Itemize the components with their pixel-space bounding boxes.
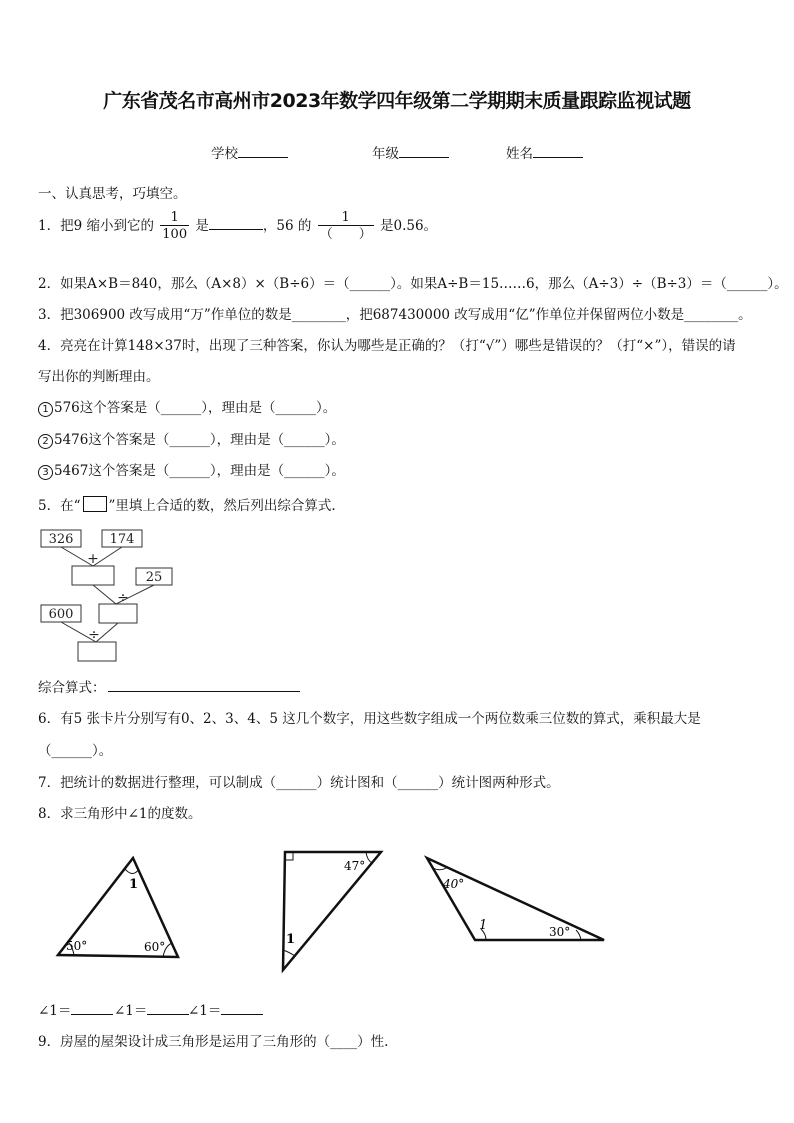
grade-field[interactable]	[372, 142, 449, 162]
school-field[interactable]	[211, 142, 288, 162]
q4-item-1	[38, 396, 336, 417]
question-4-line-1: 4．亮亮在计算148×37时，出现了三种答案，你认为哪些是正确的？（打“√”）哪些是错误的？（打“×”），错误的请	[38, 338, 736, 354]
q5-text-a: 5．在“	[38, 498, 81, 514]
q1-text-b: 是	[195, 218, 209, 234]
angle-label: 1	[129, 877, 139, 892]
q1-text-d: 是0.56。	[380, 218, 438, 234]
calculation-diagram	[36, 526, 186, 666]
number-174: 174	[109, 532, 135, 547]
q4-item-2	[38, 428, 345, 449]
angle-label: 30°	[549, 925, 571, 939]
section-heading: 一、认真思考，巧填空。	[38, 186, 187, 202]
angle-answer-2[interactable]	[114, 999, 189, 1019]
answer-box-2[interactable]	[99, 604, 137, 623]
question-6-line-1: 6．有5 张卡片分别写有0、2、3、4、5 这几个数字，用这些数字组成一个两位数乘三位数的算式，乘积最大是	[38, 711, 701, 727]
q4-item-text: 5476这个答案是（______），理由是（______）。	[54, 432, 345, 448]
answer-blank[interactable]	[209, 216, 263, 230]
triangle-1	[50, 850, 190, 965]
divide-sign: ÷	[117, 590, 129, 606]
question-4-line-2: 写出你的判断理由。	[38, 369, 160, 385]
question-6-line-2: （______）。	[38, 743, 113, 759]
number-600: 600	[48, 607, 74, 622]
question-7: 7．把统计的数据进行整理，可以制成（______）统计图和（______）统计图两种形式。	[38, 775, 560, 791]
angle-label: 1	[479, 918, 488, 933]
angle-answer-3[interactable]	[188, 999, 263, 1019]
question-3: 3．把306900 改写成用“万”作单位的数是________，把687430000 改写成用“亿”作单位并保留两位小数是________。	[38, 307, 752, 323]
fraction-2[interactable]: $\frac{1}{( )}$	[319, 210, 372, 242]
name-label: 姓名	[506, 146, 533, 162]
divide-sign: ÷	[88, 627, 100, 643]
triangle-3	[418, 850, 613, 950]
question-9: 9．房屋的屋架设计成三角形是运用了三角形的（____）性.	[38, 1034, 389, 1050]
angle-label: 50°	[66, 939, 88, 953]
angle-answer-label: ∠1＝	[114, 1003, 148, 1019]
question-5	[38, 494, 336, 514]
angle-label: 1	[286, 932, 296, 947]
number-25: 25	[145, 570, 163, 585]
question-8: 8．求三角形中∠1的度数。	[38, 806, 202, 822]
plus-sign: +	[87, 551, 99, 567]
triangle-2	[275, 846, 390, 976]
box-icon	[83, 496, 107, 512]
number-326: 326	[48, 532, 74, 547]
fraction-1: $\frac{1}{100}$	[162, 210, 188, 242]
angle-label: 47°	[344, 859, 366, 873]
answer-box-1[interactable]	[72, 566, 114, 585]
formula-row[interactable]	[38, 676, 300, 696]
answer-box-3[interactable]	[78, 642, 116, 661]
q1-text-c: ，56 的	[262, 218, 312, 234]
angle-answer-1[interactable]	[38, 999, 113, 1019]
q5-text-b: ”里填上合适的数，然后列出综合算式.	[108, 498, 336, 514]
angle-answer-label: ∠1＝	[188, 1003, 222, 1019]
angle-answer-label: ∠1＝	[38, 1003, 72, 1019]
angle-label: 60°	[144, 940, 166, 954]
circled-number: 3	[38, 465, 53, 480]
circled-number: 2	[38, 434, 53, 449]
q1-text-a: 1．把9 缩小到它的	[38, 218, 154, 234]
q4-item-text: 576这个答案是（______），理由是（______）。	[54, 400, 337, 416]
school-label: 学校	[211, 146, 238, 162]
question-1	[38, 210, 437, 243]
q4-item-text: 5467这个答案是（______），理由是（______）。	[54, 463, 345, 479]
name-field[interactable]	[506, 142, 583, 162]
grade-label: 年级	[372, 146, 399, 162]
formula-label: 综合算式：	[38, 680, 106, 696]
page-title: 广东省茂名市高州市2023年数学四年级第二学期期末质量跟踪监视试题	[103, 90, 691, 112]
circled-number: 1	[38, 402, 53, 417]
angle-label: 40°	[443, 877, 465, 891]
question-2: 2．如果A×B＝840，那么（A×8）×（B÷6）＝（______）。如果A÷B＝15……6，那么（A÷3）÷（B÷3）＝（______）。	[38, 276, 788, 292]
q4-item-3	[38, 459, 345, 480]
